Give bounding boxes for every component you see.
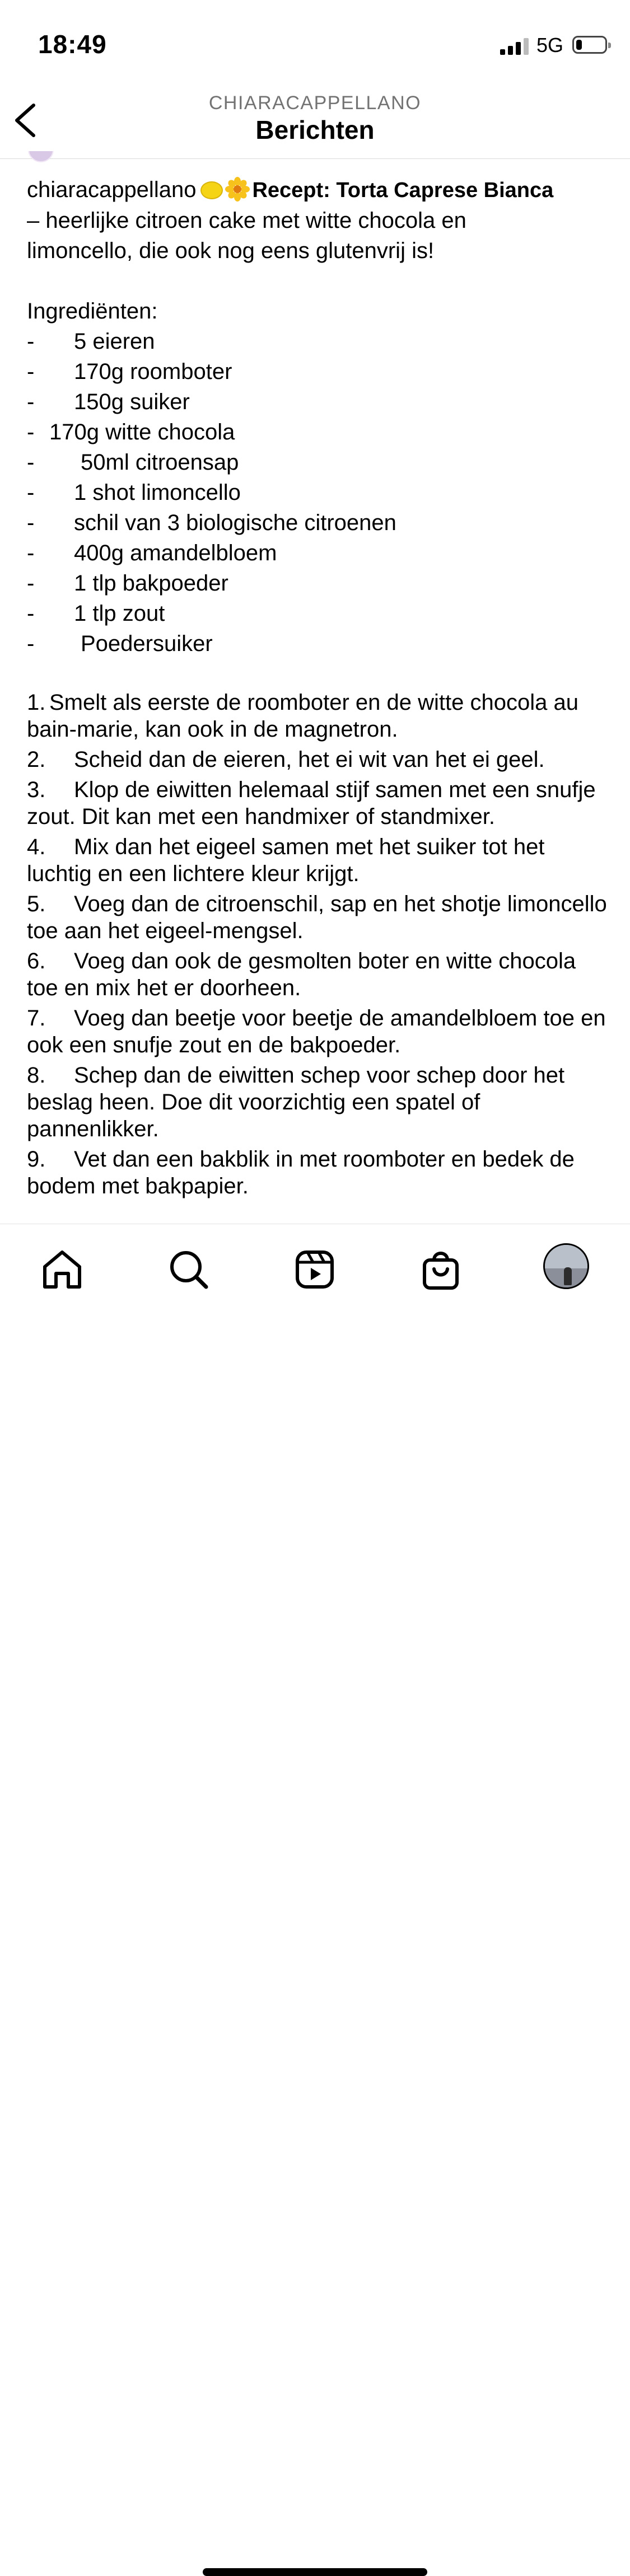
step-text: Mix dan het eigeel samen met het suiker tot het luchtig en een lichtere kleur krijgt.: [27, 835, 545, 886]
ingredient-item: [27, 417, 609, 447]
shop-bag-icon: [416, 1244, 466, 1295]
ingredient-item: [27, 508, 609, 538]
step-item: [27, 1005, 609, 1058]
caption-intro-line-2: limoncello, die ook nog eens glutenvrij is!: [27, 238, 435, 263]
list-dash: -: [27, 390, 35, 414]
tab-profile-avatar[interactable]: [543, 1243, 589, 1289]
step-item: [27, 948, 609, 1001]
reels-icon: [290, 1244, 340, 1295]
list-dash: -: [27, 450, 35, 475]
cellular-signal-icon: [500, 37, 529, 55]
steps-list: [27, 689, 609, 1200]
ingredient-text: 1 shot limoncello: [74, 480, 241, 505]
recipe-title: Torta Caprese Bianca: [336, 179, 554, 202]
ingredient-item: [27, 538, 609, 568]
step-number: 1.: [27, 690, 46, 715]
ingredient-item: [27, 598, 609, 629]
step-number: 9.: [27, 1147, 46, 1172]
list-dash: -: [27, 480, 35, 505]
list-dash: -: [27, 359, 35, 384]
ingredient-item: [27, 387, 609, 417]
list-dash: -: [27, 571, 35, 596]
list-dash: -: [27, 329, 35, 354]
ingredient-item: [27, 477, 609, 508]
step-text: Schep dan de eiwitten schep voor schep door het beslag heen. Doe dit voorzichtig een spatel of pannenlikker.: [27, 1063, 565, 1141]
battery-icon: [572, 36, 607, 54]
ingredient-text: 1 tlp zout: [74, 601, 165, 626]
ingredient-item: [27, 326, 609, 357]
list-dash: -: [27, 510, 35, 535]
list-dash: -: [27, 541, 35, 565]
home-icon: [37, 1244, 87, 1295]
ingredient-text: 1 tlp bakpoeder: [74, 571, 228, 596]
flower-emoji-icon: [225, 177, 250, 202]
step-item: [27, 1062, 609, 1142]
ingredient-text: 170g roomboter: [74, 359, 232, 384]
step-item: [27, 891, 609, 944]
ingredient-text: schil van 3 biologische citroenen: [74, 510, 396, 535]
step-text: Smelt als eerste de roomboter en de witte chocola au bain-marie, kan ook in de magnetron.: [27, 690, 578, 742]
step-item: [27, 776, 609, 830]
ingredient-text: 50ml citroensap: [81, 450, 239, 475]
step-number: 2.: [27, 747, 46, 772]
list-dash: -: [27, 601, 35, 626]
ingredient-item: [27, 357, 609, 387]
home-indicator[interactable]: [203, 2568, 427, 2576]
ingredients-heading: Ingrediënten:: [27, 299, 158, 324]
lemon-emoji-icon: [200, 181, 223, 199]
tab-shop[interactable]: [416, 1244, 466, 1295]
avatar[interactable]: [28, 151, 54, 162]
list-dash: -: [27, 631, 35, 656]
search-icon: [164, 1244, 214, 1295]
step-number: 8.: [27, 1063, 46, 1088]
caption-intro-line-1: – heerlijke citroen cake met witte chocola en: [27, 208, 466, 233]
step-item: [27, 689, 609, 743]
tab-reels[interactable]: [290, 1244, 340, 1295]
ingredient-item: [27, 629, 609, 659]
recipe-title-prefix: Recept:: [252, 179, 337, 202]
caption-username[interactable]: chiaracappellano: [27, 177, 197, 202]
step-number: 5.: [27, 892, 46, 916]
step-item: [27, 746, 609, 773]
header-username: CHIARACAPPELLANO: [208, 92, 422, 114]
step-text: Voeg dan beetje voor beetje de amandelbloem toe en ook een snufje zout en de bakpoeder.: [27, 1006, 606, 1057]
status-bar: [0, 0, 630, 84]
network-type: 5G: [536, 34, 564, 57]
header: [0, 84, 630, 159]
ingredient-text: 400g amandelbloem: [74, 541, 277, 565]
step-number: 4.: [27, 835, 46, 859]
step-number: 7.: [27, 1006, 46, 1031]
ingredient-item: [27, 568, 609, 598]
ingredient-text: 170g witte chocola: [49, 420, 235, 444]
step-text: Voeg dan de citroenschil, sap en het shotje limoncello toe aan het eigeel-mengsel.: [27, 892, 607, 943]
status-time: 18:49: [38, 30, 107, 59]
bottom-tab-bar: [0, 1224, 630, 1364]
tab-search[interactable]: [164, 1244, 214, 1295]
ingredient-text: 150g suiker: [74, 390, 190, 414]
ingredient-item: [27, 447, 609, 477]
list-dash: -: [27, 420, 35, 444]
step-item: [27, 833, 609, 887]
step-text: Voeg dan ook de gesmolten boter en witte chocola toe en mix het er doorheen.: [27, 949, 576, 1000]
step-text: Vet dan een bakblik in met roomboter en bedek de bodem met bakpapier.: [27, 1147, 575, 1198]
ingredients-list: [27, 326, 609, 659]
tab-home[interactable]: [37, 1244, 87, 1295]
step-text: Scheid dan de eieren, het ei wit van het ei geel.: [74, 747, 545, 772]
step-number: 3.: [27, 778, 46, 802]
step-item: [27, 1146, 609, 1200]
ingredient-text: Poedersuiker: [81, 631, 213, 656]
post-caption: [27, 175, 609, 1203]
step-number: 6.: [27, 949, 46, 973]
page-title: Berichten: [255, 115, 375, 144]
step-text: Klop de eiwitten helemaal stijf samen met een snufje zout. Dit kan met een handmixer of standmixer.: [27, 778, 596, 829]
caption-header: [27, 175, 609, 205]
ingredient-text: 5 eieren: [74, 329, 155, 354]
